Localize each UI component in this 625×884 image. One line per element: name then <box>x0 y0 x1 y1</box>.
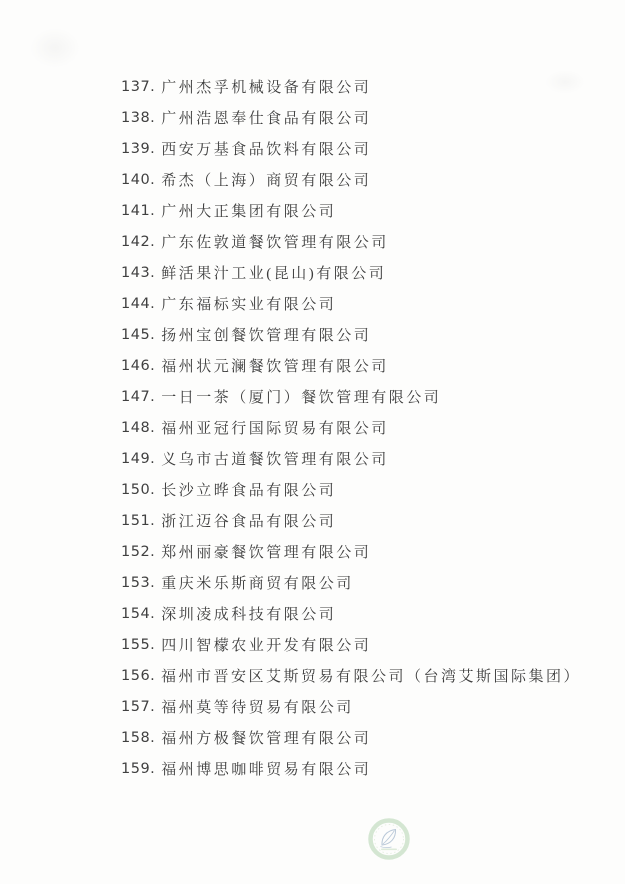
company-list <box>121 71 581 784</box>
list-item <box>121 412 581 443</box>
list-item <box>121 350 581 381</box>
item-number: 159. <box>121 760 156 777</box>
leaf-vein <box>383 831 395 845</box>
list-item <box>121 226 581 257</box>
company-name: 郑州丽豪餐饮管理有限公司 <box>161 545 372 561</box>
list-item <box>121 102 581 133</box>
list-item <box>121 660 581 691</box>
leaf-stem <box>381 847 392 848</box>
item-number: 152. <box>121 543 156 560</box>
list-item <box>121 598 581 629</box>
item-number: 153. <box>121 574 156 591</box>
company-name: 福州莫等待贸易有限公司 <box>161 700 354 716</box>
company-name: 重庆米乐斯商贸有限公司 <box>161 576 354 592</box>
item-number: 142. <box>121 233 156 250</box>
item-number: 158. <box>121 729 156 746</box>
item-number: 144. <box>121 295 156 312</box>
item-number: 138. <box>121 109 156 126</box>
company-name: 浙江迈谷食品有限公司 <box>161 514 337 530</box>
item-number: 141. <box>121 202 156 219</box>
company-name: 鲜活果汁工业(昆山)有限公司 <box>161 266 387 282</box>
item-number: 145. <box>121 326 156 343</box>
company-name: 长沙立晔食品有限公司 <box>161 483 337 499</box>
company-name: 扬州宝创餐饮管理有限公司 <box>161 328 372 344</box>
list-item <box>121 536 581 567</box>
item-number: 154. <box>121 605 156 622</box>
list-item <box>121 71 581 102</box>
list-item <box>121 319 581 350</box>
list-item <box>121 474 581 505</box>
leaf-seal-icon <box>367 817 411 861</box>
list-item <box>121 288 581 319</box>
company-name: 四川智檬农业开发有限公司 <box>161 638 372 654</box>
list-item <box>121 133 581 164</box>
item-number: 151. <box>121 512 156 529</box>
company-name: 义乌市古道餐饮管理有限公司 <box>161 452 389 468</box>
item-number: 137. <box>121 78 156 95</box>
list-item <box>121 257 581 288</box>
item-number: 155. <box>121 636 156 653</box>
company-name: 广州大正集团有限公司 <box>161 204 337 220</box>
item-number: 139. <box>121 140 156 157</box>
seal-text-line <box>381 849 397 851</box>
item-number: 157. <box>121 698 156 715</box>
list-item <box>121 629 581 660</box>
company-name: 福州方极餐饮管理有限公司 <box>161 731 372 747</box>
list-item <box>121 567 581 598</box>
company-name: 福州博思咖啡贸易有限公司 <box>161 762 372 778</box>
item-number: 140. <box>121 171 156 188</box>
list-item <box>121 195 581 226</box>
company-name: 希杰（上海）商贸有限公司 <box>161 173 372 189</box>
list-item <box>121 753 581 784</box>
company-name: 一日一茶（厦门）餐饮管理有限公司 <box>161 390 442 406</box>
company-name: 西安万基食品饮料有限公司 <box>161 142 372 158</box>
company-name: 深圳凌成科技有限公司 <box>161 607 337 623</box>
seal-outer-ring <box>371 821 408 858</box>
item-number: 150. <box>121 481 156 498</box>
list-item <box>121 505 581 536</box>
company-name: 福州状元澜餐饮管理有限公司 <box>161 359 389 375</box>
item-number: 156. <box>121 667 156 684</box>
company-name: 广东佐敦道餐饮管理有限公司 <box>161 235 389 251</box>
item-number: 146. <box>121 357 156 374</box>
item-number: 143. <box>121 264 156 281</box>
list-item <box>121 164 581 195</box>
company-name: 广州浩恩奉仕食品有限公司 <box>161 111 372 127</box>
item-number: 147. <box>121 388 156 405</box>
list-item <box>121 691 581 722</box>
item-number: 149. <box>121 450 156 467</box>
company-name: 广东福标实业有限公司 <box>161 297 337 313</box>
company-name: 广州杰孚机械设备有限公司 <box>161 80 372 96</box>
company-name: 福州市晋安区艾斯贸易有限公司（台湾艾斯国际集团） <box>161 669 582 685</box>
company-name: 福州亚冠行国际贸易有限公司 <box>161 421 389 437</box>
list-item <box>121 381 581 412</box>
item-number: 148. <box>121 419 156 436</box>
scan-smudge <box>30 28 80 68</box>
list-item <box>121 722 581 753</box>
list-item <box>121 443 581 474</box>
